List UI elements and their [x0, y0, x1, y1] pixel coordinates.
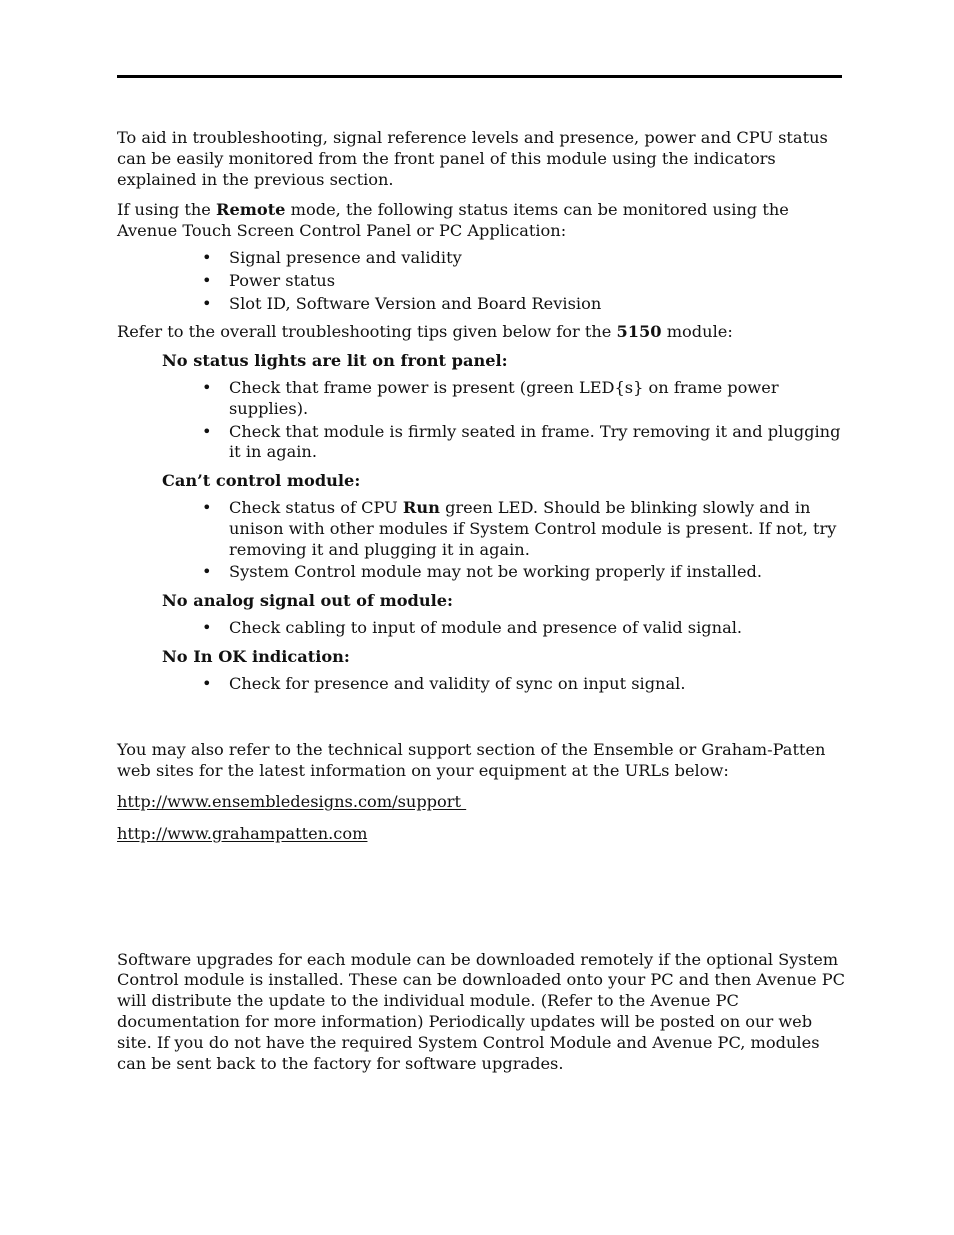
- grahampatten-link[interactable]: http://www.grahampatten.com: [117, 823, 368, 843]
- tips-suffix: module:: [661, 322, 733, 342]
- item-suffix: green LED. Should be blinking slowly and in unison with other modules if System Control module is present. If not, try removing it and plugging it in again.: [229, 497, 837, 559]
- item-bold: Run: [402, 497, 440, 517]
- list-item: • Check cabling to input of module and presence of valid signal.: [229, 618, 847, 639]
- no-control-list: [117, 498, 847, 583]
- tips-bold: 5150: [616, 322, 662, 342]
- page-content: [117, 128, 847, 1084]
- list-item: • Check that module is firmly seated in frame. Try removing it and plugging it in again.: [229, 422, 847, 464]
- list-item: [229, 498, 847, 560]
- remote-status-list: [117, 248, 847, 314]
- remote-bold: Remote: [216, 200, 286, 220]
- header-rule: [117, 75, 842, 78]
- section-heading-no-in-ok: No In OK indication:: [162, 646, 350, 666]
- list-item: • Power status: [229, 271, 847, 292]
- no-in-ok-list: [117, 674, 847, 695]
- tips-paragraph: [117, 322, 847, 343]
- tips-prefix: Refer to the overall troubleshooting tips given below for the: [117, 322, 617, 342]
- section-heading-no-analog: No analog signal out of module:: [162, 591, 454, 611]
- list-item: • Signal presence and validity: [229, 248, 847, 269]
- section-heading-no-lights: No status lights are lit on front panel:: [162, 351, 508, 371]
- list-item: • Check for presence and validity of sync on input signal.: [229, 674, 847, 695]
- no-analog-list: [117, 618, 847, 639]
- intro-paragraph: To aid in troubleshooting, signal reference levels and presence, power and CPU status can be easily monitored from the front panel of this module using the indicators explained in the previous section.: [117, 128, 828, 189]
- list-item: • Check that frame power is present (green LED{s} on frame power supplies).: [229, 378, 847, 420]
- remote-paragraph: [117, 200, 847, 242]
- no-lights-list: [117, 378, 847, 463]
- support-paragraph: You may also refer to the technical support section of the Ensemble or Graham-Patten web sites for the latest information on your equipment at the URLs below:: [117, 740, 826, 781]
- list-item: • Slot ID, Software Version and Board Revision: [229, 294, 847, 315]
- remote-suffix: mode, the following status items can be monitored using the Avenue Touch Screen Control Panel or PC Application:: [117, 200, 789, 241]
- section-heading-no-control: Can’t control module:: [162, 471, 361, 491]
- remote-prefix: If using the: [117, 200, 217, 220]
- list-item: • System Control module may not be working properly if installed.: [229, 562, 847, 583]
- ensemble-support-link[interactable]: http://www.ensembledesigns.com/support: [117, 791, 467, 811]
- upgrades-paragraph: Software upgrades for each module can be downloaded remotely if the optional System Control module is installed. These can be downloaded onto your PC and then Avenue PC will distribute the update to the individual module. (Refer to the Avenue PC documentation for more information) Periodically updates will be posted on our web site. If you do not have the required System Control Module and Avenue PC, modules can be sent back to the factory for software upgrades.: [117, 949, 846, 1073]
- item-prefix: Check status of CPU: [229, 497, 403, 517]
